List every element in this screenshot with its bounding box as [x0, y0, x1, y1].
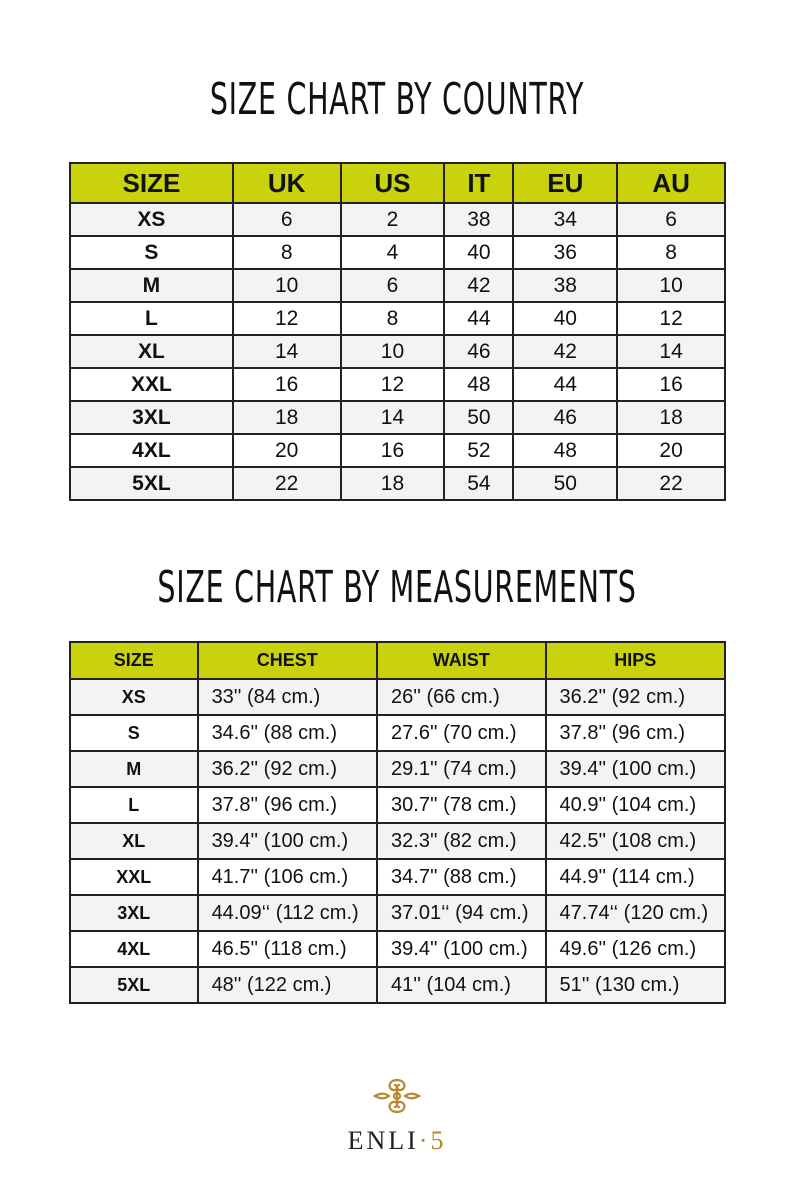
table-cell: 44 [513, 368, 617, 401]
table-cell: 44.9'' (114 cm.) [546, 859, 725, 895]
size-cell: L [70, 302, 233, 335]
table-cell: 12 [341, 368, 445, 401]
table-cell: 36 [513, 236, 617, 269]
size-cell: XS [70, 203, 233, 236]
size-cell: M [70, 751, 198, 787]
table-row [70, 859, 725, 895]
table-cell: 51'' (130 cm.) [546, 967, 725, 1003]
table-cell: 39.4'' (100 cm.) [198, 823, 377, 859]
size-cell: 4XL [70, 931, 198, 967]
table-cell: 44.09‘‘ (112 cm.) [198, 895, 377, 931]
table-row [70, 236, 725, 269]
table-cell: 40.9'' (104 cm.) [546, 787, 725, 823]
table-cell: 18 [233, 401, 341, 434]
column-header-hips: HIPS [546, 642, 725, 679]
table-cell: 14 [617, 335, 725, 368]
table-row [70, 302, 725, 335]
table-cell: 52 [444, 434, 513, 467]
table-cell: 37.01‘‘ (94 cm.) [377, 895, 546, 931]
table-row [70, 679, 725, 715]
table-cell: 48 [513, 434, 617, 467]
size-cell: XS [70, 679, 198, 715]
table-row [70, 401, 725, 434]
measurement-chart-title: SIZE CHART BY MEASUREMENTS [157, 562, 637, 613]
table-cell: 30.7'' (78 cm.) [377, 787, 546, 823]
measurement-size-table [69, 641, 726, 1004]
size-cell: M [70, 269, 233, 302]
table-cell: 38 [444, 203, 513, 236]
table-row [70, 823, 725, 859]
table-cell: 8 [233, 236, 341, 269]
table-header-row [70, 163, 725, 203]
size-cell: L [70, 787, 198, 823]
table-cell: 20 [617, 434, 725, 467]
table-cell: 54 [444, 467, 513, 500]
table-cell: 37.8'' (96 cm.) [546, 715, 725, 751]
table-cell: 47.74‘‘ (120 cm.) [546, 895, 725, 931]
table-cell: 6 [341, 269, 445, 302]
table-cell: 38 [513, 269, 617, 302]
table-cell: 48 [444, 368, 513, 401]
column-header-chest: CHEST [198, 642, 377, 679]
table-row [70, 434, 725, 467]
table-cell: 12 [617, 302, 725, 335]
size-cell: XXL [70, 859, 198, 895]
table-row [70, 467, 725, 500]
table-cell: 6 [233, 203, 341, 236]
size-cell: S [70, 236, 233, 269]
table-cell: 41.7'' (106 cm.) [198, 859, 377, 895]
column-header-it: IT [444, 163, 513, 203]
table-cell: 42 [444, 269, 513, 302]
table-cell: 10 [341, 335, 445, 368]
table-cell: 4 [341, 236, 445, 269]
table-cell: 22 [617, 467, 725, 500]
table-cell: 16 [341, 434, 445, 467]
table-row [70, 751, 725, 787]
table-cell: 34.6'' (88 cm.) [198, 715, 377, 751]
table-cell: 2 [341, 203, 445, 236]
table-cell: 14 [341, 401, 445, 434]
table-cell: 32.3'' (82 cm.) [377, 823, 546, 859]
size-cell: XXL [70, 368, 233, 401]
table-cell: 46.5'' (118 cm.) [198, 931, 377, 967]
table-cell: 49.6'' (126 cm.) [546, 931, 725, 967]
table-cell: 39.4'' (100 cm.) [377, 931, 546, 967]
brand-name-dot: · [418, 1126, 431, 1155]
table-row [70, 931, 725, 967]
table-cell: 16 [617, 368, 725, 401]
table-cell: 46 [444, 335, 513, 368]
table-cell: 14 [233, 335, 341, 368]
size-cell: 4XL [70, 434, 233, 467]
table-cell: 16 [233, 368, 341, 401]
table-row [70, 967, 725, 1003]
table-row [70, 269, 725, 302]
brand-name [347, 1126, 447, 1156]
table-cell: 46 [513, 401, 617, 434]
table-row [70, 368, 725, 401]
column-header-waist: WAIST [377, 642, 546, 679]
table-row [70, 203, 725, 236]
size-cell: S [70, 715, 198, 751]
table-header-row [70, 642, 725, 679]
table-cell: 50 [444, 401, 513, 434]
table-cell: 34.7'' (88 cm.) [377, 859, 546, 895]
table-cell: 18 [617, 401, 725, 434]
table-cell: 18 [341, 467, 445, 500]
ornament-logo-icon [369, 1076, 425, 1116]
table-cell: 42 [513, 335, 617, 368]
size-cell: XL [70, 335, 233, 368]
brand-name-number: 5 [430, 1126, 447, 1155]
column-header-us: US [341, 163, 445, 203]
table-cell: 50 [513, 467, 617, 500]
table-cell: 39.4'' (100 cm.) [546, 751, 725, 787]
table-cell: 10 [617, 269, 725, 302]
table-cell: 10 [233, 269, 341, 302]
table-cell: 36.2'' (92 cm.) [546, 679, 725, 715]
table-cell: 22 [233, 467, 341, 500]
size-cell: 3XL [70, 401, 233, 434]
size-cell: 5XL [70, 467, 233, 500]
brand-logo [347, 1076, 447, 1156]
table-row [70, 335, 725, 368]
column-header-uk: UK [233, 163, 341, 203]
table-cell: 40 [444, 236, 513, 269]
table-cell: 48'' (122 cm.) [198, 967, 377, 1003]
table-cell: 33'' (84 cm.) [198, 679, 377, 715]
table-cell: 26'' (66 cm.) [377, 679, 546, 715]
column-header-size: SIZE [70, 642, 198, 679]
table-cell: 34 [513, 203, 617, 236]
table-cell: 6 [617, 203, 725, 236]
table-row [70, 715, 725, 751]
table-cell: 36.2'' (92 cm.) [198, 751, 377, 787]
table-cell: 37.8'' (96 cm.) [198, 787, 377, 823]
brand-name-main: ENLI [347, 1126, 419, 1155]
table-cell: 40 [513, 302, 617, 335]
country-chart-title: SIZE CHART BY COUNTRY [209, 74, 585, 125]
table-cell: 8 [341, 302, 445, 335]
size-cell: 5XL [70, 967, 198, 1003]
table-cell: 12 [233, 302, 341, 335]
table-cell: 44 [444, 302, 513, 335]
size-cell: 3XL [70, 895, 198, 931]
table-cell: 20 [233, 434, 341, 467]
table-cell: 41'' (104 cm.) [377, 967, 546, 1003]
size-cell: XL [70, 823, 198, 859]
country-size-table [69, 162, 726, 501]
table-cell: 29.1'' (74 cm.) [377, 751, 546, 787]
column-header-au: AU [617, 163, 725, 203]
table-cell: 42.5'' (108 cm.) [546, 823, 725, 859]
column-header-eu: EU [513, 163, 617, 203]
table-cell: 27.6'' (70 cm.) [377, 715, 546, 751]
table-row [70, 895, 725, 931]
table-row [70, 787, 725, 823]
table-cell: 8 [617, 236, 725, 269]
column-header-size: SIZE [70, 163, 233, 203]
